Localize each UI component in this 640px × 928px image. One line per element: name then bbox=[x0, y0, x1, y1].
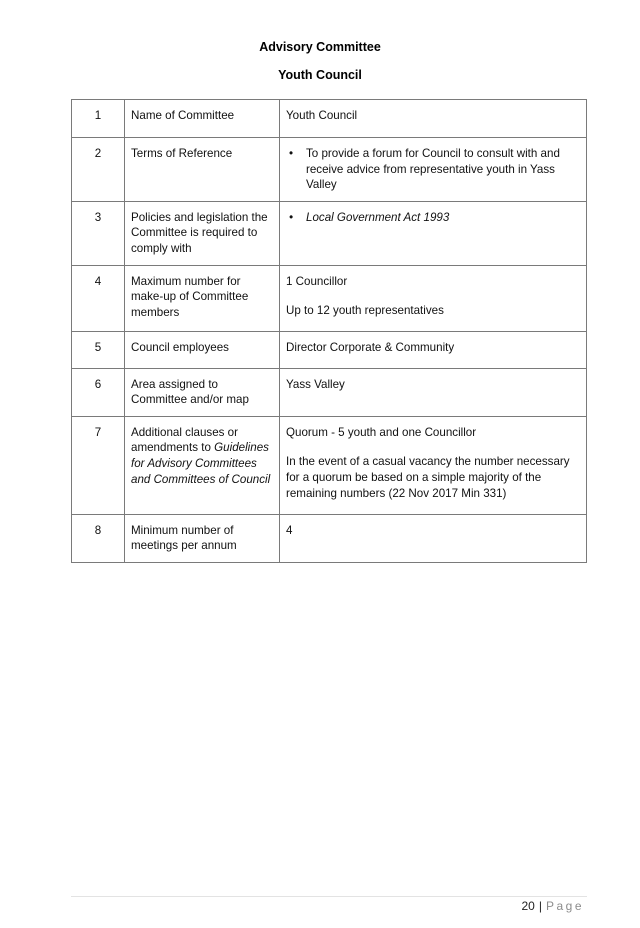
row-value bbox=[280, 138, 587, 202]
row-label: Terms of Reference bbox=[125, 138, 280, 202]
bullet-item: • Local Government Act 1993 bbox=[286, 210, 580, 226]
table-row bbox=[72, 416, 587, 514]
row-label: Council employees bbox=[125, 331, 280, 368]
document-title: Advisory Committee bbox=[259, 40, 381, 54]
table-row bbox=[72, 368, 587, 416]
guidelines-reference: Guidelines for Advisory Committees and Committees of Council bbox=[131, 441, 271, 486]
bullet-list bbox=[286, 210, 580, 226]
row-value bbox=[280, 201, 587, 265]
table-row bbox=[72, 331, 587, 368]
page-label: Page bbox=[545, 899, 584, 913]
row-value: Yass Valley bbox=[280, 368, 587, 416]
row-value bbox=[280, 265, 587, 331]
row-value: 4 bbox=[280, 514, 587, 562]
bullet-list bbox=[286, 146, 580, 193]
row-number: 3 bbox=[72, 201, 125, 265]
value-line: Up to 12 youth representatives bbox=[286, 304, 444, 318]
row-number: 2 bbox=[72, 138, 125, 202]
row-label: Area assigned to Committee and/or map bbox=[125, 368, 280, 416]
row-number: 7 bbox=[72, 416, 125, 514]
table-row bbox=[72, 265, 587, 331]
row-value: Director Corporate & Community bbox=[280, 331, 587, 368]
committee-details-table bbox=[71, 99, 587, 563]
committee-name-heading: Youth Council bbox=[278, 68, 362, 82]
row-label bbox=[125, 416, 280, 514]
row-number: 8 bbox=[72, 514, 125, 562]
page-footer bbox=[521, 899, 584, 913]
table-row bbox=[72, 138, 587, 202]
table-row bbox=[72, 514, 587, 562]
footer-divider bbox=[71, 896, 587, 897]
row-number: 6 bbox=[72, 368, 125, 416]
row-label: Policies and legislation the Committee is required to comply with bbox=[125, 201, 280, 265]
table-row bbox=[72, 201, 587, 265]
table-row bbox=[72, 100, 587, 138]
value-line: Quorum - 5 youth and one Councillor bbox=[286, 425, 477, 439]
row-label: Minimum number of meetings per annum bbox=[125, 514, 280, 562]
row-value: Youth Council bbox=[280, 100, 587, 138]
page-number: 20 bbox=[521, 899, 535, 913]
label-text: Additional clauses or amendments to bbox=[131, 425, 238, 455]
row-number: 5 bbox=[72, 331, 125, 368]
value-line: In the event of a casual vacancy the number necessary for a quorum be based on a simple majority of the remaining numbers (22 Nov 2017 Min 331) bbox=[286, 455, 570, 500]
row-number: 1 bbox=[72, 100, 125, 138]
row-value bbox=[280, 416, 587, 514]
value-line: 1 Councillor bbox=[286, 274, 348, 288]
row-number: 4 bbox=[72, 265, 125, 331]
footer-separator: | bbox=[538, 899, 542, 913]
row-label: Maximum number for make-up of Committee members bbox=[125, 265, 280, 331]
row-label: Name of Committee bbox=[125, 100, 280, 138]
bullet-item: • To provide a forum for Council to consult with and receive advice from representative youth in Yass Valley bbox=[286, 146, 580, 193]
